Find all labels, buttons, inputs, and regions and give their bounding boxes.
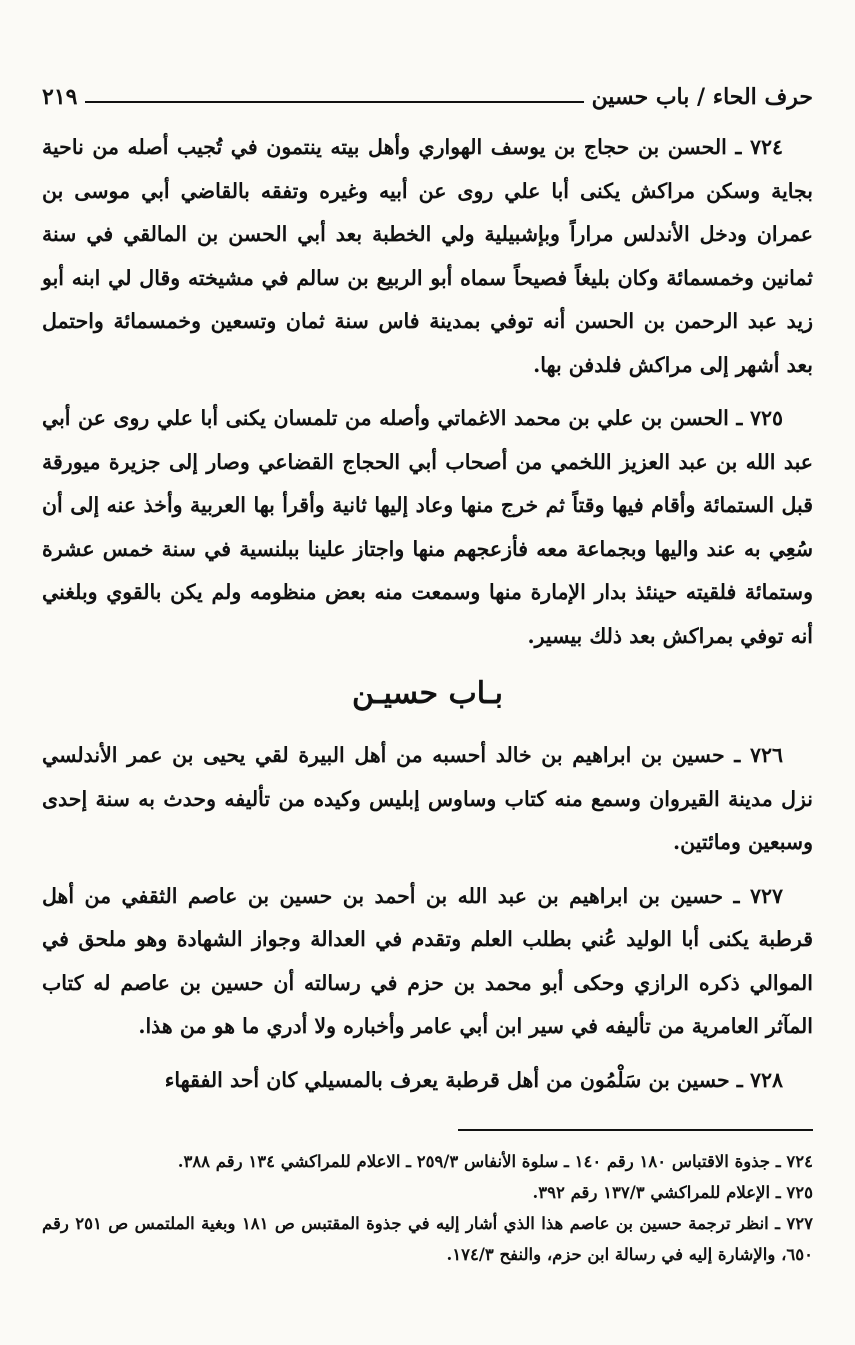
page-number: ٢١٩ (42, 84, 78, 110)
page-body (42, 126, 813, 1112)
running-header (42, 74, 813, 110)
running-title: حرف الحاء / باب حسين (591, 84, 813, 110)
header-rule (85, 101, 583, 103)
entry-728: ٧٢٨ ـ حسين بن سَلْمُون من أهل قرطبة يعرف بالمسيلي كان أحد الفقهاء (164, 1067, 783, 1092)
footnote-divider (458, 1129, 813, 1131)
section-title: بـاب حسيـن (352, 676, 503, 711)
footnote-724: ٧٢٤ ـ جذوة الاقتباس ١٨٠ رقم ١٤٠ ـ سلوة الأنفاس ٢٥٩/٣ ـ الاعلام للمراكشي ١٣٤ رقم ٣٨٨. (177, 1152, 813, 1171)
entry-727: ٧٢٧ ـ حسين بن ابراهيم بن عبد الله بن أحمد بن حسين بن عاصم الثقفي من أهل قرطبة يكنى أبا الوليد عُني بطلب العلم وتقدم في العدالة وجواز الشهادة وهو ملحق في الموالي ذكره الرازي وحكى أبو محمد بن حزم في رسالته أن حسين بن عاصم له كتاب المآثر العامرية من تأليفه في سير ابن أبي عامر وأخباره ولا أدري ما هو من هذا. (42, 883, 813, 1038)
entry-725: ٧٢٥ ـ الحسن بن علي بن محمد الاغماتي وأصله من تلمسان يكنى أبا علي روى عن أبي عبد الله بن عبد العزيز اللخمي من أصحاب أبي الحجاج القضاعي وصار إلى جزيرة ميورقة قبل الستمائة وأقام فيها وقتاً ثم خرج منها وعاد إليها ثانية وأقرأ بها العربية وأخذ عنه إلى أن سُعِي به عند واليها وبجماعة معه فأزعجهم منها واجتاز علينا ببلنسية في سنة خمس عشرة وستمائة فلقيته حينئذ بدار الإمارة منها وسمعت منه بعض منظومه ولم يكن بالقوي وبلغني أنه توفي بمراكش بعد ذلك بيسير. (42, 406, 813, 648)
entry-726: ٧٢٦ ـ حسين بن ابراهيم بن خالد أحسبه من أهل البيرة لقي يحيى بن عمر الأندلسي نزل مدينة القيروان وسمع منه كتاب وساوس إبليس وكيده من تأليفه وحدث به سنة إحدى وسبعين ومائتين. (42, 743, 813, 854)
entry-724: ٧٢٤ ـ الحسن بن حجاج بن يوسف الهواري وأهل بيته ينتمون في تُجيب أصله من ناحية بجاية وسكن مراكش يكنى أبا علي روى عن أبيه وغيره وتفقه بالقاضي أبي موسى بن عمران ودخل الأندلس مراراً وبإشبيلية ولي الخطبة بعد أبي الحسن بن المالقي في سنة ثمانين وخمسمائة وكان بليغاً فصيحاً سماه أبو الربيع بن سالم في مشيخته وقال لي ابنه أبو زيد عبد الرحمن بن الحسن أنه توفي بمدينة فاس سنة ثمان وتسعين وخمسمائة واحتمل بعد أشهر إلى مراكش فلدفن بها. (42, 135, 813, 377)
footnotes (42, 1146, 813, 1270)
footnote-725: ٧٢٥ ـ الإعلام للمراكشي ١٣٧/٣ رقم ٣٩٢. (532, 1183, 813, 1202)
footnote-727: ٧٢٧ ـ انظر ترجمة حسين بن عاصم هذا الذي أشار إليه في جذوة المقتبس ص ١٨١ وبغية الملتمس ص ٢٥١ رقم ٦٥٠، والإشارة إليه في رسالة ابن حزم، والنفح ١٧٤/٣. (42, 1214, 813, 1264)
